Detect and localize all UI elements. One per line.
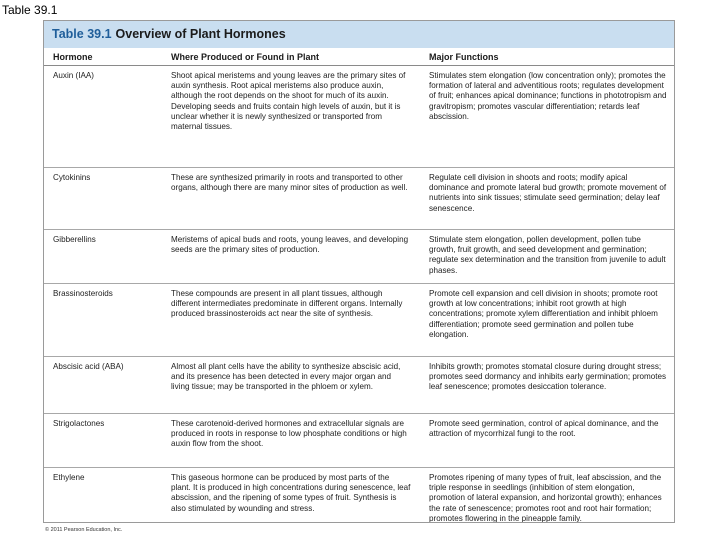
hormone-name: Cytokinins <box>53 173 91 182</box>
major-functions: Promote cell expansion and cell division in shoots; promote root growth at low concentrations; inhibit root growth at high concentrations; promote xylem differentiation and inhibit phloem differentiation; promote seed germination and pollen tube elongation. <box>429 289 658 339</box>
column-header-row <box>44 21 674 66</box>
major-functions: Stimulates stem elongation (low concentration only); promotes the formation of lateral and adventitious roots; regulates development of fruit; enhances apical dominance; functions in phototropism and gravitropism; promotes vascular differentiation; retards leaf abscission. <box>429 71 667 121</box>
table-row-abscisic-acid <box>44 357 674 414</box>
slide-title: Table 39.1 <box>2 3 58 17</box>
major-functions: Promote seed germination, control of apical dominance, and the attraction of mycorrhizal fungi to the root. <box>429 419 659 439</box>
production-site: Almost all plant cells have the ability to synthesize abscisic acid, and its presence has been detected in every major organ and living tissue; may be transported in the phloem or xylem. <box>171 362 401 392</box>
major-functions: Promotes ripening of many types of fruit, leaf abscission, and the triple response in seedlings (inhibition of stem elongation, promotion of lateral expansion, and horizontal growth); enhances the rate of senescence; promotes root and root hair formation; promotes flowering in the pineapple family. <box>429 473 662 523</box>
table-number: Table 39.1 <box>52 27 112 41</box>
production-site: These compounds are present in all plant tissues, although different intermediates predominate in different organs. Internally produced brassinosteroids act near the site of synthesis. <box>171 289 403 319</box>
column-header-where-produced: Where Produced or Found in Plant <box>171 52 320 62</box>
hormone-name: Strigolactones <box>53 419 105 428</box>
copyright-notice: © 2011 Pearson Education, Inc. <box>45 527 123 533</box>
major-functions: Stimulate stem elongation, pollen development, pollen tube growth, fruit growth, and seed development and germination; regulate sex determination and the transition from juvenile to adult phases. <box>429 235 666 275</box>
production-site: Shoot apical meristems and young leaves are the primary sites of auxin synthesis. Root apical meristems also produce auxin, although the root depends on the shoot for much of its auxin. Developing seeds and fruits contain high levels of auxin, but it is unclear whether it is newly synthesized or transported from maternal tissues. <box>171 71 406 132</box>
major-functions: Regulate cell division in shoots and roots; modify apical dominance and promote lateral bud growth; promote movement of nutrients into sink tissues; stimulate seed germination; delay leaf senescence. <box>429 173 667 213</box>
table-row-brassinosteroids <box>44 284 674 357</box>
major-functions: Inhibits growth; promotes stomatal closure during drought stress; promotes seed dormancy and inhibits early germination; promotes leaf senescence; promotes desiccation tolerance. <box>429 362 667 392</box>
column-header-major-functions: Major Functions <box>429 52 499 62</box>
table-row-auxin <box>44 66 674 168</box>
hormone-name: Brassinosteroids <box>53 289 113 298</box>
hormone-name: Ethylene <box>53 473 85 482</box>
production-site: These carotenoid-derived hormones and extracellular signals are produced in roots in response to low phosphate conditions or high auxin flow from the shoot. <box>171 419 407 449</box>
production-site: This gaseous hormone can be produced by most parts of the plant. It is produced in high concentrations during senescence, leaf abscission, and the ripening of some types of fruit. Synthesis is also stimulated by wounding and stress. <box>171 473 411 513</box>
plant-hormones-table <box>43 20 675 523</box>
table-row-cytokinins <box>44 168 674 230</box>
hormone-name: Abscisic acid (ABA) <box>53 362 124 371</box>
hormone-name: Auxin (IAA) <box>53 71 94 80</box>
table-row-strigolactones <box>44 414 674 468</box>
table-title: Overview of Plant Hormones <box>115 27 286 41</box>
production-site: These are synthesized primarily in roots and transported to other organs, although there are many minor sites of production as well. <box>171 173 408 193</box>
table-row-gibberellins <box>44 230 674 284</box>
table-row-ethylene <box>44 468 674 523</box>
column-header-hormone: Hormone <box>53 52 93 62</box>
production-site: Meristems of apical buds and roots, young leaves, and developing seeds are the primary sites of production. <box>171 235 409 255</box>
hormone-name: Gibberellins <box>53 235 96 244</box>
